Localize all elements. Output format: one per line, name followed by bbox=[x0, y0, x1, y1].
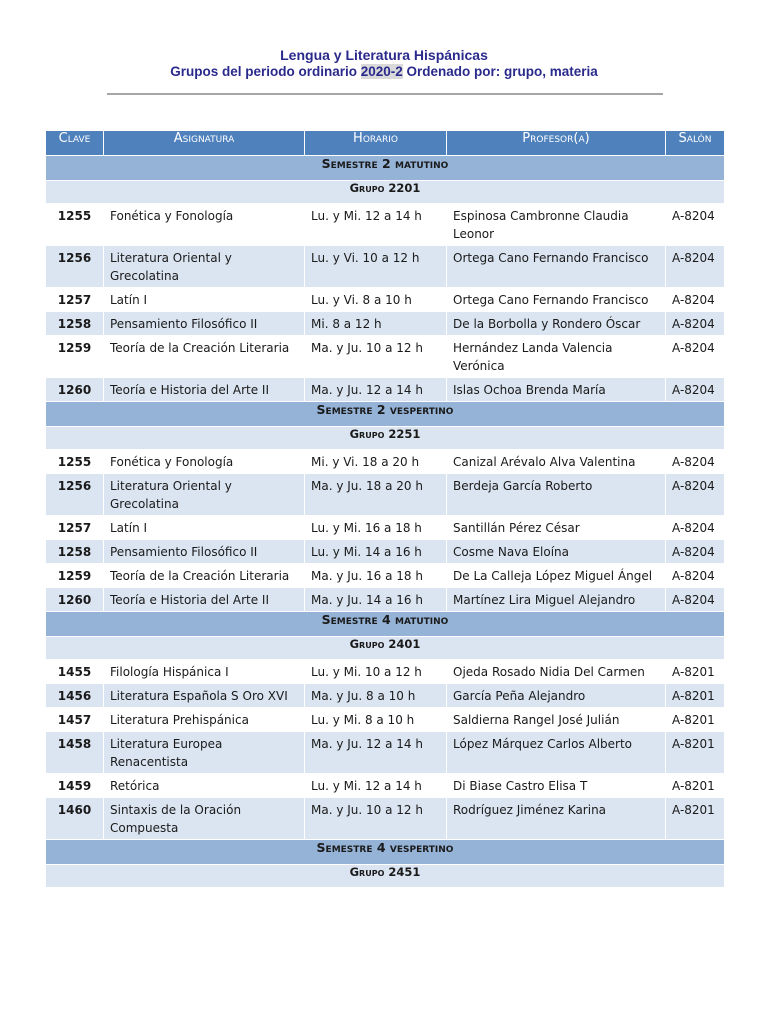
cell-asignatura: Latín I bbox=[104, 288, 305, 312]
group-heading: Grupo 2401 bbox=[46, 637, 725, 660]
table-row bbox=[46, 708, 725, 732]
semester-heading: Semestre 4 matutino bbox=[46, 612, 725, 637]
cell-horario: Ma. y Ju. 10 a 12 h bbox=[305, 336, 447, 378]
cell-salon: A-8201 bbox=[666, 798, 725, 840]
column-header-profesor: Profesor(a) bbox=[447, 131, 666, 156]
cell-clave: 1458 bbox=[46, 732, 104, 774]
group-heading: Grupo 2451 bbox=[46, 865, 725, 888]
cell-salon: A-8204 bbox=[666, 312, 725, 336]
cell-profesor: De la Borbolla y Rondero Óscar bbox=[447, 312, 666, 336]
table-row bbox=[46, 540, 725, 564]
cell-horario: Ma. y Ju. 10 a 12 h bbox=[305, 798, 447, 840]
table-row bbox=[46, 288, 725, 312]
cell-clave: 1259 bbox=[46, 564, 104, 588]
table-row bbox=[46, 378, 725, 402]
cell-horario: Lu. y Mi. 8 a 10 h bbox=[305, 708, 447, 732]
cell-salon: A-8201 bbox=[666, 708, 725, 732]
cell-horario: Ma. y Ju. 12 a 14 h bbox=[305, 378, 447, 402]
cell-asignatura: Literatura Oriental y Grecolatina bbox=[104, 474, 305, 516]
cell-clave: 1255 bbox=[46, 450, 104, 474]
cell-profesor: López Márquez Carlos Alberto bbox=[447, 732, 666, 774]
cell-asignatura: Teoría e Historia del Arte II bbox=[104, 378, 305, 402]
cell-horario: Ma. y Ju. 18 a 20 h bbox=[305, 474, 447, 516]
table-row bbox=[46, 564, 725, 588]
cell-horario: Lu. y Mi. 16 a 18 h bbox=[305, 516, 447, 540]
cell-profesor: Cosme Nava Eloína bbox=[447, 540, 666, 564]
cell-clave: 1256 bbox=[46, 246, 104, 288]
group-heading: Grupo 2251 bbox=[46, 427, 725, 450]
cell-profesor: García Peña Alejandro bbox=[447, 684, 666, 708]
cell-profesor: Hernández Landa Valencia Verónica bbox=[447, 336, 666, 378]
cell-profesor: Saldierna Rangel José Julián bbox=[447, 708, 666, 732]
cell-asignatura: Literatura Oriental y Grecolatina bbox=[104, 246, 305, 288]
cell-salon: A-8201 bbox=[666, 660, 725, 684]
table-row bbox=[46, 474, 725, 516]
cell-clave: 1255 bbox=[46, 204, 104, 246]
semester-heading: Semestre 2 matutino bbox=[46, 156, 725, 181]
cell-asignatura: Teoría de la Creación Literaria bbox=[104, 336, 305, 378]
cell-clave: 1460 bbox=[46, 798, 104, 840]
cell-clave: 1456 bbox=[46, 684, 104, 708]
cell-asignatura: Literatura Española S Oro XVI bbox=[104, 684, 305, 708]
header-divider bbox=[107, 93, 663, 95]
cell-profesor: Di Biase Castro Elisa T bbox=[447, 774, 666, 798]
cell-horario: Ma. y Ju. 12 a 14 h bbox=[305, 732, 447, 774]
cell-horario: Mi. y Vi. 18 a 20 h bbox=[305, 450, 447, 474]
column-header-horario: Horario bbox=[305, 131, 447, 156]
subtitle-prefix: Grupos del periodo ordinario bbox=[170, 64, 361, 79]
table-row bbox=[46, 516, 725, 540]
cell-salon: A-8204 bbox=[666, 204, 725, 246]
cell-asignatura: Teoría e Historia del Arte II bbox=[104, 588, 305, 612]
semester-heading: Semestre 2 vespertino bbox=[46, 402, 725, 427]
cell-clave: 1258 bbox=[46, 540, 104, 564]
cell-profesor: Espinosa Cambronne Claudia Leonor bbox=[447, 204, 666, 246]
cell-profesor: De La Calleja López Miguel Ángel bbox=[447, 564, 666, 588]
cell-asignatura: Pensamiento Filosófico II bbox=[104, 312, 305, 336]
table-row bbox=[46, 684, 725, 708]
cell-salon: A-8204 bbox=[666, 516, 725, 540]
cell-asignatura: Fonética y Fonología bbox=[104, 450, 305, 474]
table-row bbox=[46, 588, 725, 612]
cell-salon: A-8204 bbox=[666, 336, 725, 378]
cell-salon: A-8204 bbox=[666, 588, 725, 612]
cell-profesor: Ortega Cano Fernando Francisco bbox=[447, 288, 666, 312]
cell-salon: A-8201 bbox=[666, 774, 725, 798]
cell-clave: 1259 bbox=[46, 336, 104, 378]
table-row bbox=[46, 798, 725, 840]
semester-row bbox=[46, 156, 725, 181]
subtitle-suffix: Ordenado por: grupo, materia bbox=[402, 64, 598, 79]
table-row bbox=[46, 246, 725, 288]
table-row bbox=[46, 204, 725, 246]
cell-salon: A-8204 bbox=[666, 564, 725, 588]
period-highlight: 2020-2 bbox=[360, 64, 403, 79]
cell-horario: Lu. y Mi. 12 a 14 h bbox=[305, 774, 447, 798]
table-row bbox=[46, 774, 725, 798]
cell-clave: 1260 bbox=[46, 588, 104, 612]
cell-profesor: Ortega Cano Fernando Francisco bbox=[447, 246, 666, 288]
cell-horario: Ma. y Ju. 14 a 16 h bbox=[305, 588, 447, 612]
table-row bbox=[46, 450, 725, 474]
cell-asignatura: Fonética y Fonología bbox=[104, 204, 305, 246]
group-row bbox=[46, 181, 725, 204]
cell-horario: Lu. y Mi. 14 a 16 h bbox=[305, 540, 447, 564]
semester-row bbox=[46, 612, 725, 637]
table-row bbox=[46, 312, 725, 336]
cell-salon: A-8204 bbox=[666, 378, 725, 402]
cell-asignatura: Literatura Prehispánica bbox=[104, 708, 305, 732]
semester-row bbox=[46, 402, 725, 427]
document-title: Lengua y Literatura Hispánicas bbox=[280, 47, 488, 63]
cell-horario: Mi. 8 a 12 h bbox=[305, 312, 447, 336]
column-header-salon: Salón bbox=[666, 131, 725, 156]
cell-profesor: Islas Ochoa Brenda María bbox=[447, 378, 666, 402]
cell-horario: Lu. y Mi. 10 a 12 h bbox=[305, 660, 447, 684]
cell-clave: 1457 bbox=[46, 708, 104, 732]
cell-clave: 1258 bbox=[46, 312, 104, 336]
cell-salon: A-8204 bbox=[666, 450, 725, 474]
schedule-body bbox=[46, 156, 725, 888]
group-row bbox=[46, 427, 725, 450]
column-header-asignatura: Asignatura bbox=[104, 131, 305, 156]
cell-salon: A-8201 bbox=[666, 732, 725, 774]
cell-asignatura: Sintaxis de la Oración Compuesta bbox=[104, 798, 305, 840]
cell-horario: Lu. y Vi. 8 a 10 h bbox=[305, 288, 447, 312]
cell-salon: A-8204 bbox=[666, 474, 725, 516]
cell-profesor: Rodríguez Jiménez Karina bbox=[447, 798, 666, 840]
cell-asignatura: Pensamiento Filosófico II bbox=[104, 540, 305, 564]
cell-asignatura: Retórica bbox=[104, 774, 305, 798]
cell-clave: 1459 bbox=[46, 774, 104, 798]
cell-horario: Lu. y Mi. 12 a 14 h bbox=[305, 204, 447, 246]
cell-salon: A-8201 bbox=[666, 684, 725, 708]
cell-horario: Ma. y Ju. 8 a 10 h bbox=[305, 684, 447, 708]
group-row bbox=[46, 637, 725, 660]
table-header-row bbox=[46, 131, 725, 156]
cell-profesor: Santillán Pérez César bbox=[447, 516, 666, 540]
cell-profesor: Berdeja García Roberto bbox=[447, 474, 666, 516]
group-row bbox=[46, 865, 725, 888]
cell-horario: Lu. y Vi. 10 a 12 h bbox=[305, 246, 447, 288]
cell-profesor: Ojeda Rosado Nidia Del Carmen bbox=[447, 660, 666, 684]
cell-clave: 1257 bbox=[46, 516, 104, 540]
column-header-clave: Clave bbox=[46, 131, 104, 156]
group-heading: Grupo 2201 bbox=[46, 181, 725, 204]
cell-salon: A-8204 bbox=[666, 540, 725, 564]
table-row bbox=[46, 336, 725, 378]
cell-asignatura: Latín I bbox=[104, 516, 305, 540]
schedule-table bbox=[45, 130, 725, 888]
cell-asignatura: Teoría de la Creación Literaria bbox=[104, 564, 305, 588]
cell-salon: A-8204 bbox=[666, 288, 725, 312]
semester-row bbox=[46, 840, 725, 865]
cell-profesor: Martínez Lira Miguel Alejandro bbox=[447, 588, 666, 612]
cell-profesor: Canizal Arévalo Alva Valentina bbox=[447, 450, 666, 474]
semester-heading: Semestre 4 vespertino bbox=[46, 840, 725, 865]
table-row bbox=[46, 732, 725, 774]
cell-clave: 1257 bbox=[46, 288, 104, 312]
document-header bbox=[0, 46, 768, 80]
cell-clave: 1455 bbox=[46, 660, 104, 684]
document-subtitle bbox=[0, 64, 768, 80]
cell-asignatura: Filología Hispánica I bbox=[104, 660, 305, 684]
cell-clave: 1260 bbox=[46, 378, 104, 402]
cell-horario: Ma. y Ju. 16 a 18 h bbox=[305, 564, 447, 588]
cell-asignatura: Literatura Europea Renacentista bbox=[104, 732, 305, 774]
cell-clave: 1256 bbox=[46, 474, 104, 516]
cell-salon: A-8204 bbox=[666, 246, 725, 288]
table-row bbox=[46, 660, 725, 684]
